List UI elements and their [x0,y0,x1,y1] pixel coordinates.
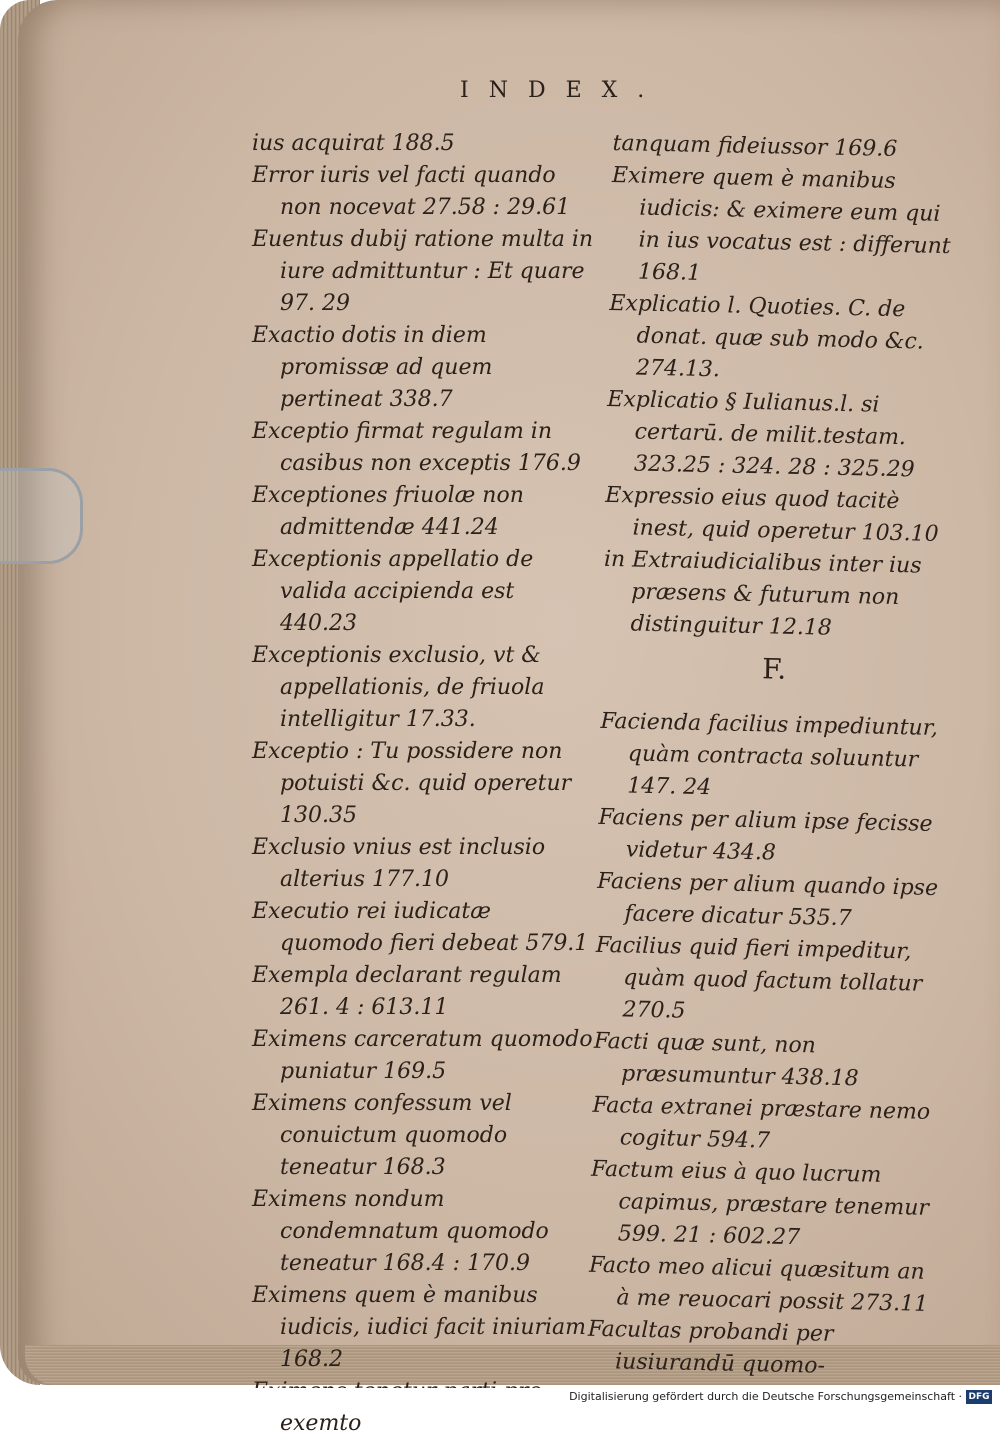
index-entry: Facta extranei præstare nemo cogitur 594.7 [592,1092,931,1154]
index-entry: Exclusio vnius est inclusio alterius 177.10 [252,835,546,892]
index-entry: Factum eius à quo lucrum capimus, præstare tenemur 599. 21 : 602.27 [590,1156,930,1251]
index-entry: Exceptionis exclusio, vt & appellationis, de friuola intelligitur 17.33. [252,643,545,732]
section-letter: F. [761,652,787,686]
index-entry: Exceptiones friuolæ non admittendæ 441.24 [252,483,524,540]
index-entry: Exempla declarant regulam 261. 4 : 613.11 [252,963,562,1020]
index-entry: Eximens nondum condemnatum quomodo teneatur 168.4 : 170.9 [252,1187,549,1276]
index-entry: Eximens confessum vel conuictum quomodo teneatur 168.3 [252,1091,512,1180]
index-entry: Explicatio § Iulianus.l. si certarū. de milit.testam. 323.25 : 324. 28 : 325.29 [607,386,915,483]
index-entry: Eximens quem è manibus iudicis, iudici facit iniuriam 168.2 [252,1283,587,1372]
index-entry: Exceptio firmat regulam in casibus non exceptis 176.9 [252,419,581,476]
index-entry: Facti quæ sunt, non præsumuntur 438.18 [593,1028,859,1092]
index-entry: Euentus dubij ratione multa in iure admittuntur : Et quare 97. 29 [252,227,594,316]
index-entry: Explicatio l. Quoties. C. de donat. quæ sub modo &c. 274.13. [609,290,925,383]
dfg-logo-icon: DFG [966,1390,992,1404]
index-entry: tanquam fideiussor 169.6 [612,130,898,162]
running-head: INDEX. [460,78,665,103]
index-entry: Facultas probandi per iusiurandū quomo- [587,1316,834,1379]
index-entry: in Extraiudicialibus inter ius præsens & futurum non distinguitur 12.18 [603,546,922,641]
index-entry: Faciens per alium quando ipse facere dicatur 535.7 [596,868,939,932]
index-entry: Faciens per alium ipse fecisse videtur 434.8 [598,804,933,866]
index-entry: Eximere quem è manibus iudicis: & eximere eum qui in ius vocatus est : differunt 168.1 [611,162,951,286]
index-entry: Exceptio : Tu possidere non potuisti &c. quid operetur 130.35 [252,739,572,828]
index-entry: Exactio dotis in diem promissæ ad quem pertineat 338.7 [252,323,493,412]
digitization-footer [0,1388,1000,1407]
index-entry: Expressio eius quod tacitè inest, quid operetur 103.10 [605,482,939,547]
index-entry: Facienda facilius impediuntur, quàm contracta soluuntur 147. 24 [600,708,939,801]
footer-credit: Digitalisierung gefördert durch die Deutsche Forschungsgemeinschaft · [569,1390,962,1403]
index-entry: Facilius quid fieri impeditur, quàm quod factum tollatur 270.5 [595,932,923,1024]
index-column-right [587,128,958,1385]
index-entry: ius acquirat 188.5 [252,131,455,156]
index-column-left [252,128,597,1440]
paper-clip [0,468,83,564]
index-entry: Executio rei iudicatæ quomodo fieri debeat 579.1 [252,899,589,956]
index-entry: exemto [280,1411,362,1436]
index-entry: Facto meo alicui quæsitum an à me reuocari possit 273.11 [588,1252,929,1317]
index-entry: Exceptionis appellatio de valida accipienda est 440.23 [252,547,534,636]
index-entry: Error iuris vel facti quando non nocevat 27.58 : 29.61 [252,163,571,220]
index-entry: Eximens carceratum quomodo puniatur 169.5 [252,1027,593,1084]
